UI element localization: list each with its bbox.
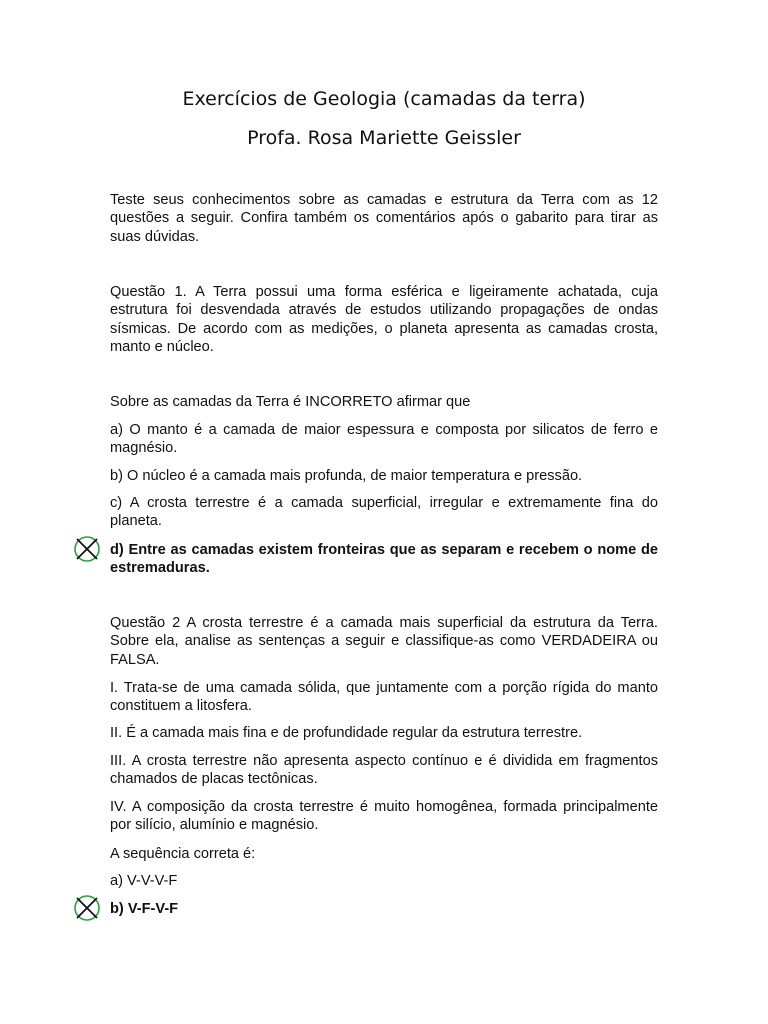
question-2-item-1: I. Trata-se de uma camada sólida, que juntamente com a porção rígida do manto constituem a litosfera. (110, 680, 658, 715)
question-1-option-b: b) O núcleo é a camada mais profunda, de maior temperatura e pressão. (110, 468, 583, 484)
question-2-item-3: III. A crosta terrestre não apresenta aspecto contínuo e é dividida em fragmentos chamados de placas tectônicas. (110, 753, 658, 788)
question-2-option-b: b) V-F-V-F (110, 901, 179, 917)
intro-paragraph: Teste seus conhecimentos sobre as camadas e estrutura da Terra com as 12 questões a seguir. Confira também os comentários após o gabarito para tirar as suas dúvidas. (110, 192, 658, 245)
question-2-item-2: II. É a camada mais fina e de profundidade regular da estrutura terrestre. (110, 725, 583, 741)
question-1-statement: Questão 1. A Terra possui uma forma esférica e ligeiramente achatada, cuja estrutura foi desvendada através de estudos utilizando propagações de ondas sísmicas. De acordo com as medições, o planeta apresenta as camadas crosta, manto e núcleo. (110, 284, 658, 355)
document-author: Profa. Rosa Mariette Geissler (247, 127, 521, 149)
document-title: Exercícios de Geologia (camadas da terra) (182, 88, 586, 110)
question-1-option-a: a) O manto é a camada de maior espessura e composta por silicatos de ferro e magnésio. (110, 422, 658, 457)
question-2-prompt: A sequência correta é: (110, 846, 256, 862)
question-1-option-c: c) A crosta terrestre é a camada superficial, irregular e extremamente fina do planeta. (110, 495, 658, 530)
question-2-option-a: a) V-V-V-F (110, 873, 178, 889)
answer-mark-icon (72, 893, 102, 923)
question-1-option-d: d) Entre as camadas existem fronteiras que as separam e recebem o nome de estremaduras. (110, 542, 658, 577)
question-2-statement: Questão 2 A crosta terrestre é a camada mais superficial da estrutura da Terra. Sobre ela, analise as sentenças a seguir e classifique-as como VERDADEIRA ou FALSA. (110, 615, 658, 668)
question-2-item-4: IV. A composição da crosta terrestre é muito homogênea, formada principalmente por silício, alumínio e magnésio. (110, 799, 658, 834)
answer-mark-icon (72, 534, 102, 564)
question-1-prompt: Sobre as camadas da Terra é INCORRETO afirmar que (110, 394, 471, 410)
